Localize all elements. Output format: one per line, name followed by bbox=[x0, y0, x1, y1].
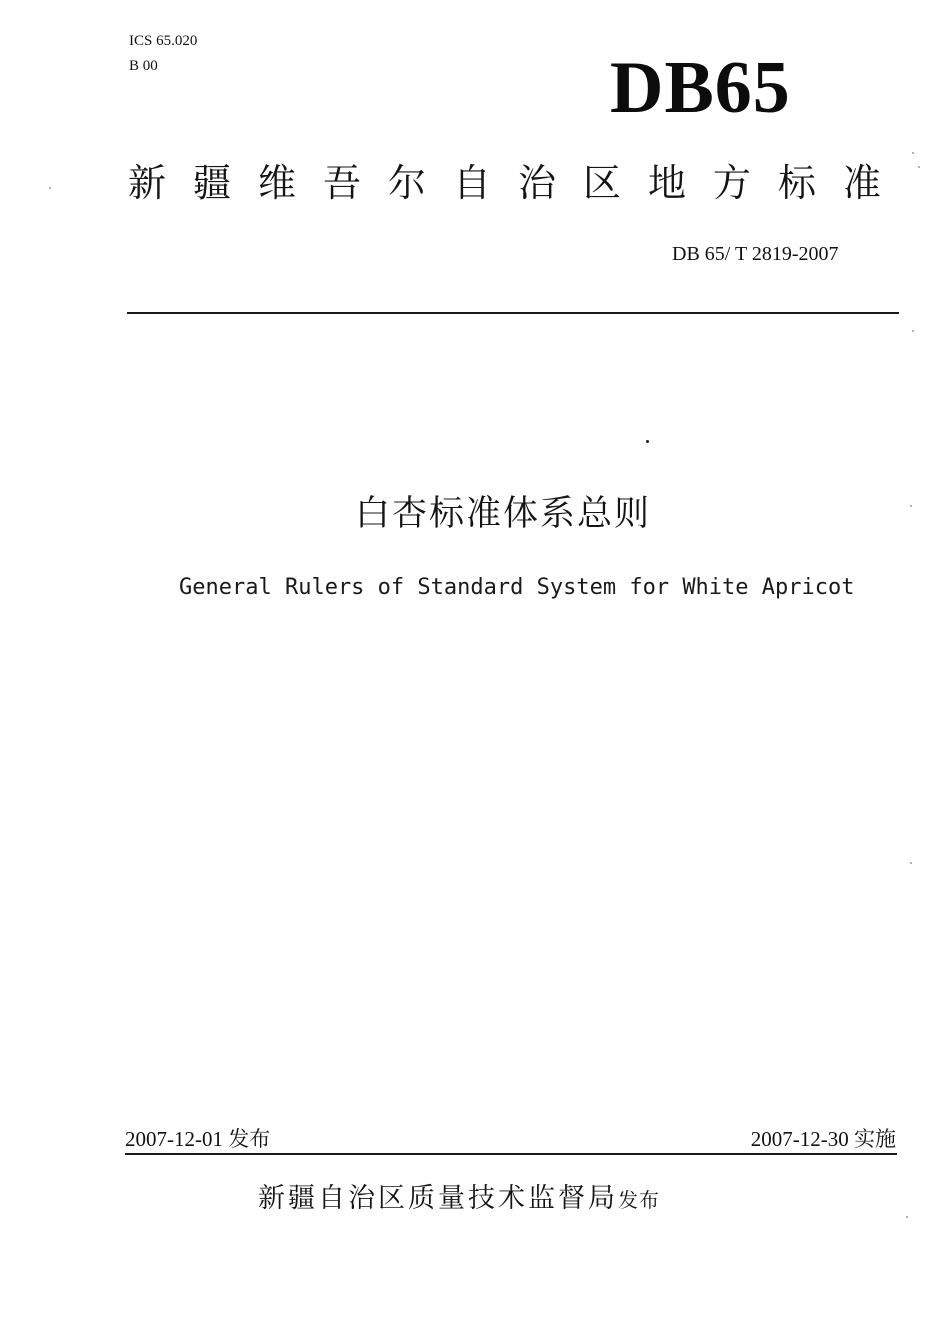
top-divider bbox=[127, 312, 899, 314]
standard-category: 新疆维吾尔自治区地方标准 bbox=[128, 161, 909, 205]
scan-dot bbox=[646, 440, 649, 443]
bottom-divider bbox=[125, 1153, 897, 1155]
scan-speck bbox=[906, 1216, 908, 1218]
scan-speck bbox=[912, 152, 914, 154]
scan-speck bbox=[918, 166, 920, 168]
db-logo: DB65 bbox=[610, 47, 791, 129]
scan-speck bbox=[49, 187, 51, 189]
title-chinese: 白杏标准体系总则 bbox=[354, 494, 651, 534]
implementation-date: 2007-12-30 实施 bbox=[750, 1127, 896, 1151]
title-english: General Rulers of Standard System for White Apricot bbox=[179, 575, 855, 600]
ics-code: ICS 65.020 bbox=[129, 33, 198, 49]
issue-date: 2007-12-01 发布 bbox=[125, 1127, 271, 1151]
issuer-name: 新疆自治区质量技术监督局 bbox=[258, 1183, 618, 1214]
issuer-suffix: 发布 bbox=[618, 1188, 660, 1212]
scan-speck bbox=[912, 330, 914, 332]
standard-number: DB 65/ T 2819-2007 bbox=[672, 243, 839, 265]
classification-code: B 00 bbox=[129, 58, 158, 74]
issuing-authority bbox=[258, 1181, 660, 1218]
scan-speck bbox=[910, 505, 912, 507]
scan-speck bbox=[910, 862, 912, 864]
